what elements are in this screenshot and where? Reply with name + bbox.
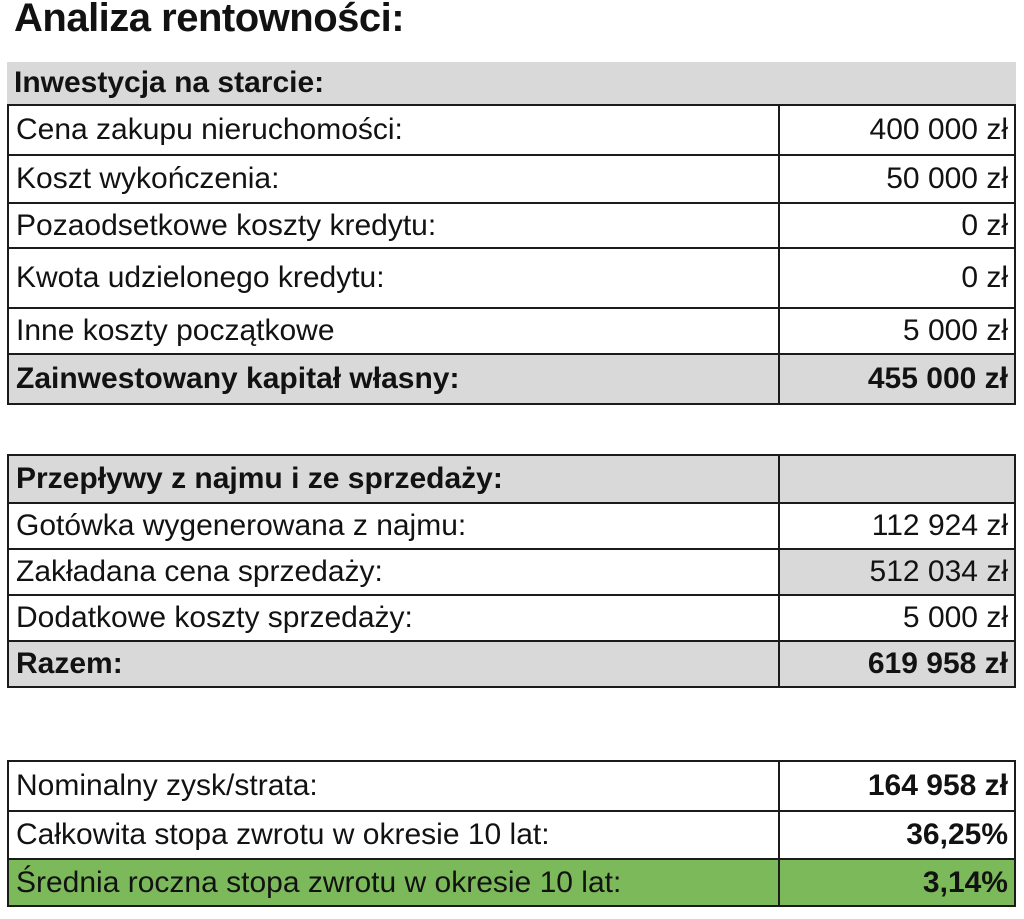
section-header-cashflows-label: Przepływy z najmu i ze sprzedaży:: [9, 456, 778, 502]
row-label: Zakładana cena sprzedaży:: [16, 555, 383, 589]
result-row-label: Średnia roczna stopa zwrotu w okresie 10 lat:: [9, 860, 778, 905]
row-value: 400 000 zł: [778, 106, 1014, 154]
row-label: Nominalny zysk/strata:: [16, 769, 318, 803]
total-row-label: Razem:: [9, 642, 778, 686]
row-value: 0 zł: [778, 249, 1014, 307]
table-row-additional-sale-costs: [9, 594, 1014, 640]
row-label: Inne koszty początkowe: [16, 314, 335, 348]
table-row-assumed-sale-price: [9, 548, 1014, 594]
row-value: 5 000 zł: [778, 309, 1014, 353]
section-header-cashflows-value: [778, 456, 1014, 502]
table-row-finishing-cost: [9, 154, 1014, 202]
row-value: 0 zł: [778, 204, 1014, 247]
page-title: Analiza rentowności:: [14, 0, 405, 40]
total-row-value: 455 000 zł: [778, 355, 1014, 403]
table-row-average-annual-return: [9, 858, 1014, 905]
table-row-total-return: [9, 810, 1014, 858]
total-row-label: Zainwestowany kapitał własny:: [9, 355, 778, 403]
total-row-value: 619 958 zł: [778, 642, 1014, 686]
investment-table: [7, 104, 1016, 405]
section-header-investment: [7, 62, 1016, 104]
cashflows-table: [7, 454, 1016, 688]
row-label: Całkowita stopa zwrotu w okresie 10 lat:: [16, 818, 550, 852]
results-table: [7, 760, 1016, 907]
row-label: Pozaodsetkowe koszty kredytu:: [16, 208, 437, 242]
table-row-total-equity-invested: [9, 353, 1014, 403]
row-value: 164 958 zł: [778, 762, 1014, 810]
table-row-purchase-price: [9, 106, 1014, 154]
row-label: Gotówka wygenerowana z najmu:: [16, 509, 467, 543]
table-row-loan-amount: [9, 247, 1014, 307]
table-row-total-cashflows: [9, 640, 1014, 686]
row-value-highlighted: 512 034 zł: [778, 550, 1014, 594]
row-value: 36,25%: [778, 812, 1014, 858]
result-row-value: 3,14%: [778, 860, 1014, 905]
row-value: 5 000 zł: [778, 596, 1014, 640]
row-value: 50 000 zł: [778, 156, 1014, 202]
section-header-investment-label: Inwestycja na starcie:: [14, 66, 325, 99]
row-label: Dodatkowe koszty sprzedaży:: [16, 601, 413, 635]
table-row-nominal-profit: [9, 762, 1014, 810]
row-label: Cena zakupu nieruchomości:: [16, 113, 403, 147]
row-label: Koszt wykończenia:: [16, 162, 280, 196]
row-value: 112 924 zł: [778, 504, 1014, 548]
table-row-other-initial-costs: [9, 307, 1014, 353]
table-row-rental-cash: [9, 502, 1014, 548]
row-label: Kwota udzielonego kredytu:: [16, 261, 385, 295]
section-header-cashflows: [9, 456, 1014, 502]
table-row-noninterest-loan-costs: [9, 202, 1014, 247]
